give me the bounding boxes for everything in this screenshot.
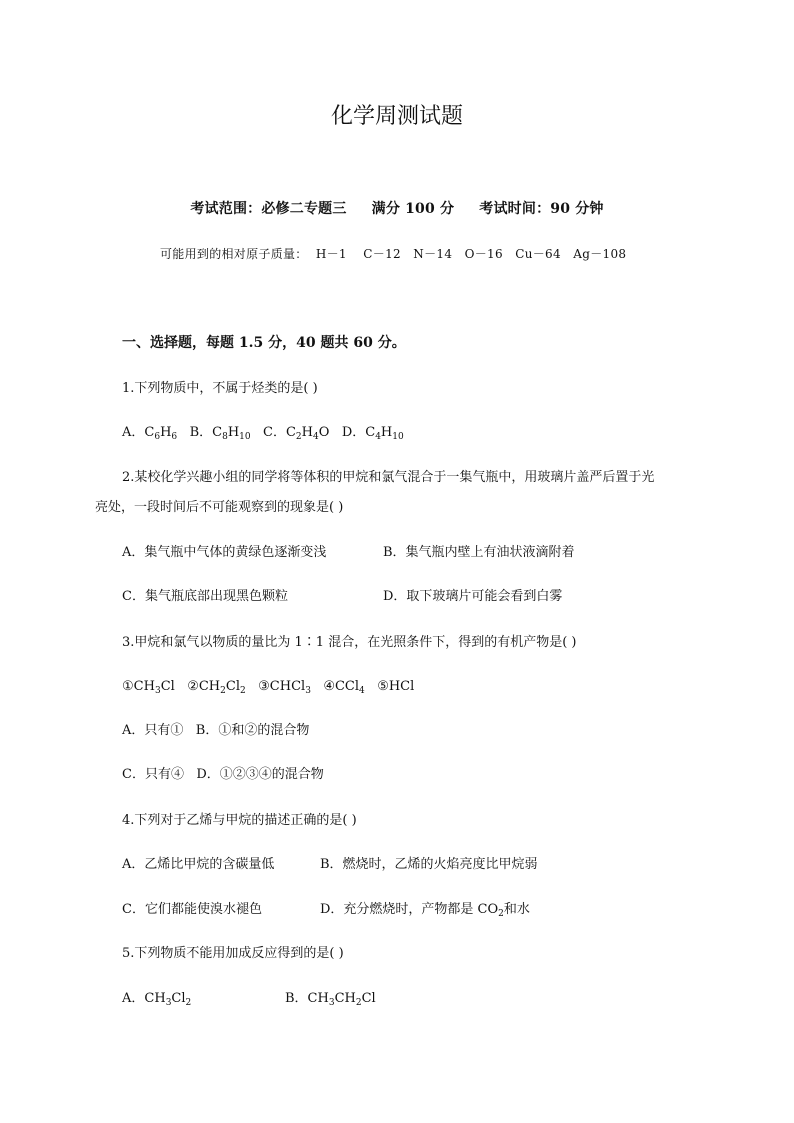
- q3-options-ab: A．只有① B．①和②的混合物: [122, 723, 310, 738]
- section-heading: 一、选择题，每题 1.5 分，40 题共 60 分。: [122, 335, 406, 351]
- q2-option-b: B．集气瓶内壁上有油状液滴附着: [383, 545, 575, 560]
- q2-stem-line2: 亮处，一段时间后不可能观察到的现象是( ): [95, 500, 344, 515]
- q1-options: [122, 424, 404, 442]
- q4-option-a: A．乙烯比甲烷的含碳量低: [122, 857, 275, 872]
- page-title: 化学周测试题: [330, 104, 463, 129]
- q3-products: [122, 678, 414, 696]
- q4-option-c: C．它们都能使溴水褪色: [122, 902, 262, 917]
- q2-option-d: D．取下玻璃片可能会看到白雾: [383, 589, 563, 604]
- q3-stem: 3.甲烷和氯气以物质的量比为 1∶1 混合，在光照条件下，得到的有机产物是( ): [122, 635, 577, 650]
- exam-time: 考试时间：90 分钟: [479, 201, 604, 217]
- atomic-masses: 可能用到的相对原子质量： H－1 C－12 N－14 O－16 Cu－64 Ag－108: [160, 247, 627, 261]
- q2-option-c: C．集气瓶底部出现黑色颗粒: [122, 589, 288, 604]
- q3-product-1: $①CH_3Cl$: [122, 679, 175, 696]
- q1-option-d: D．$C_4H_{10}$: [341, 425, 404, 442]
- q4-stem: 4.下列对于乙烯与甲烷的描述正确的是( ): [122, 813, 357, 828]
- q1-option-b: B．$C_8H_{10}$: [189, 425, 251, 442]
- q1-option-c: C．$C_2H_4O$: [263, 425, 330, 442]
- q5-option-b: B．$CH_3CH_2Cl$: [285, 991, 376, 1008]
- q3-product-4: ④CCl$_4$: [323, 679, 365, 696]
- q3-product-2: $②CH_2Cl_2$: [187, 679, 246, 696]
- q4-option-d: D．充分燃烧时，产物都是 $CO_2$和水: [320, 902, 530, 919]
- q3-product-5: ⑤HCl: [377, 679, 415, 694]
- q2-stem-line1: 2.某校化学兴趣小组的同学将等体积的甲烷和氯气混合于一集气瓶中，用玻璃片盖严后置于光: [122, 470, 655, 485]
- q3-options-cd: C．只有④ D．①②③④的混合物: [122, 767, 324, 782]
- exam-meta: [0, 200, 794, 218]
- q3-product-3: ③CHCl$_3$: [258, 679, 311, 696]
- q1-stem: 1.下列物质中，不属于烃类的是( ): [122, 381, 318, 396]
- q5-stem: 5.下列物质不能用加成反应得到的是( ): [122, 946, 344, 961]
- exam-score: 满分 100 分: [371, 201, 455, 217]
- exam-range: 考试范围：必修二专题三: [190, 201, 347, 217]
- q5-option-a: A．$CH_3Cl_2$: [122, 991, 192, 1008]
- q1-option-a: A．$C_6H_6$: [122, 425, 178, 442]
- q4-option-b: B．燃烧时，乙烯的火焰亮度比甲烷弱: [320, 857, 538, 872]
- q2-option-a: A．集气瓶中气体的黄绿色逐渐变浅: [122, 545, 327, 560]
